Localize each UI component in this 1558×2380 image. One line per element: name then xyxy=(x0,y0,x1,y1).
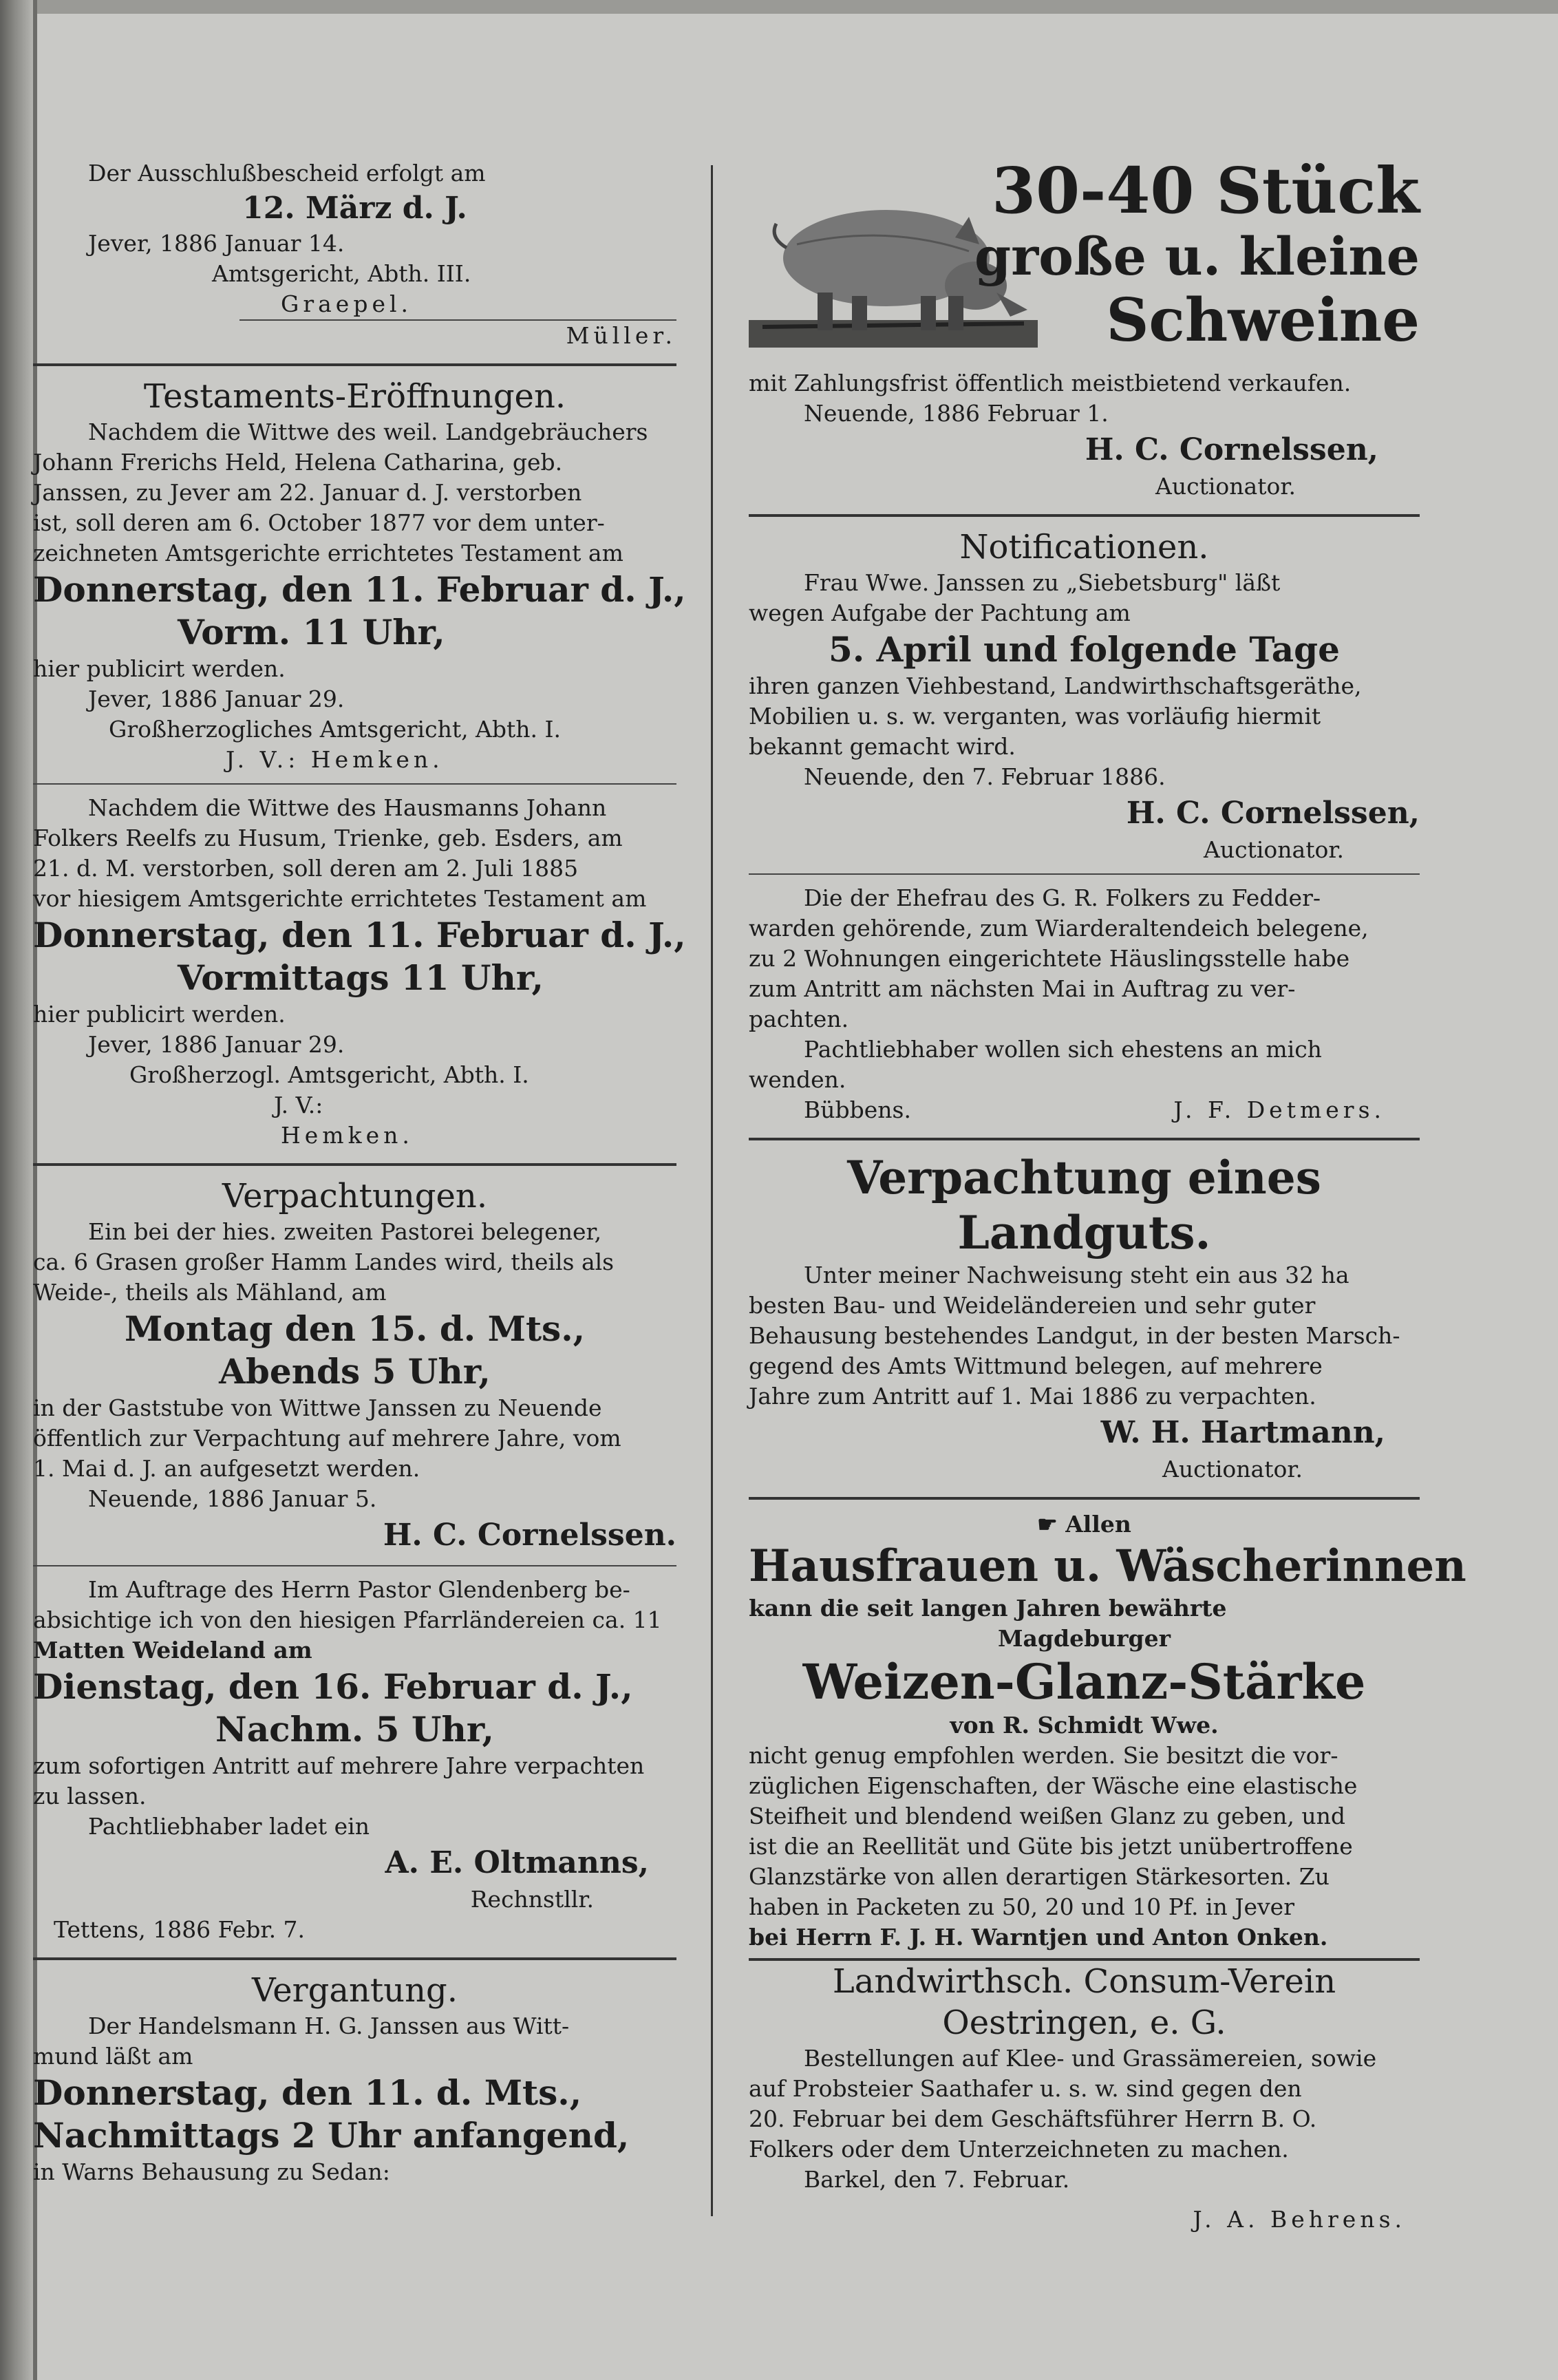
text-line: Frau Wwe. Janssen zu „Siebetsburg" läßt xyxy=(804,569,1281,596)
text-line: öffentlich zur Verpachtung auf mehrere Jahre, vom xyxy=(33,1425,621,1452)
headline: Hausfrauen u. Wäscherinnen xyxy=(749,1540,1466,1592)
text-line: auf Probsteier Saathafer u. s. w. sind gegen den xyxy=(749,2075,1302,2102)
text-line: Neuende, 1886 Februar 1. xyxy=(804,400,1109,427)
text-line: 20. Februar bei dem Geschäftsführer Herrn B. O. xyxy=(749,2105,1317,2132)
text-line: kann die seit langen Jahren bewährte xyxy=(749,1595,1227,1622)
text-line: Neuende, 1886 Januar 5. xyxy=(88,1485,377,1512)
separator xyxy=(33,363,676,366)
signature: H. C. Cornelssen, xyxy=(1126,796,1420,831)
column-divider xyxy=(711,165,713,2216)
notice-landgut xyxy=(749,1150,1420,1485)
text-line: Ein bei der hies. zweiten Pastorei belegener, xyxy=(88,1218,602,1245)
role-line: Auctionator. xyxy=(1162,1456,1303,1483)
notice-notificationen xyxy=(749,527,1420,865)
signature: J. F. Detmers. xyxy=(1173,1096,1385,1123)
text-line: bekannt gemacht wird. xyxy=(749,733,1016,760)
text-line: ist, soll deren am 6. October 1877 vor dem unter- xyxy=(33,509,605,536)
separator xyxy=(33,783,676,785)
right-column xyxy=(749,153,1466,2235)
text-line: Jever, 1886 Januar 29. xyxy=(88,1031,345,1058)
role-line: Auctionator. xyxy=(1155,473,1296,500)
text-line: Behausung bestehendes Landgut, in der besten Marsch- xyxy=(749,1322,1400,1349)
text-line: in Warns Behausung zu Sedan: xyxy=(33,2158,390,2185)
text-line: Matten Weideland am xyxy=(33,1637,312,1664)
notice-haeuslingsstelle xyxy=(749,883,1420,1125)
date-line: Montag den 15. d. Mts., xyxy=(124,1308,586,1349)
text-line: Folkers Reelfs zu Husum, Trienke, geb. Esders, am xyxy=(33,825,623,851)
court-line: Großherzogliches Amtsgericht, Abth. I. xyxy=(109,716,562,743)
date-line: 12. März d. J. xyxy=(242,191,467,226)
text-line: Barkel, den 7. Februar. xyxy=(804,2166,1070,2193)
text-line: ca. 6 Grasen großer Hamm Landes wird, theils als xyxy=(33,1249,615,1275)
headline: 30-40 Stück xyxy=(992,153,1420,228)
notice-schweine xyxy=(749,155,1420,389)
text-line: bei Herrn F. J. H. Warntjen und Anton Onken. xyxy=(749,1924,1328,1951)
text-line: Weide-, theils als Mähland, am xyxy=(33,1279,387,1306)
text-line: warden gehörende, zum Wiarderaltendeich belegene, xyxy=(749,915,1369,942)
text-line: Bestellungen auf Klee- und Grassämereien, sowie xyxy=(804,2045,1377,2072)
court-line: Amtsgericht, Abth. III. xyxy=(212,260,471,287)
time-line: Vorm. 11 Uhr, xyxy=(178,612,445,652)
signature: J. V.: Hemken. xyxy=(226,746,444,773)
date-line: Dienstag, den 16. Februar d. J., xyxy=(33,1666,633,1707)
separator xyxy=(33,1163,676,1166)
separator xyxy=(33,1957,676,1960)
text-line: zu 2 Wohnungen eingerichtete Häuslingsstelle habe xyxy=(749,945,1350,972)
text-line: Magdeburger xyxy=(998,1625,1171,1652)
text-line: Jahre zum Antritt auf 1. Mai 1886 zu verpachten. xyxy=(749,1383,1316,1410)
text-line: zum sofortigen Antritt auf mehrere Jahre verpachten xyxy=(33,1752,645,1779)
notice-testament-1 xyxy=(33,376,686,775)
text-line: gegend des Amts Wittmund belegen, auf mehrere xyxy=(749,1352,1323,1379)
text-line: Glanzstärke von allen derartigen Stärkesorten. Zu xyxy=(749,1863,1330,1890)
date-line: 5. April und folgende Tage xyxy=(829,629,1340,670)
signature: H. C. Cornelssen, xyxy=(1085,432,1378,467)
separator xyxy=(33,1565,676,1566)
role-line: Auctionator. xyxy=(1204,836,1344,863)
date-line: Donnerstag, den 11. d. Mts., xyxy=(33,2072,582,2113)
date-line: Donnerstag, den 11. Februar d. J., xyxy=(33,569,686,610)
notice-pfarrland xyxy=(33,1575,676,1945)
text-line: pachten. xyxy=(749,1006,849,1032)
text-line: 21. d. M. verstorben, soll deren am 2. Juli 1885 xyxy=(33,855,579,882)
text-line: von R. Schmidt Wwe. xyxy=(950,1712,1219,1739)
book-binding xyxy=(0,0,33,2380)
signature: Graepel. xyxy=(281,290,413,317)
text-line: Mobilien u. s. w. verganten, was vorläufig hiermit xyxy=(749,703,1321,730)
text-line: züglichen Eigenschaften, der Wäsche eine elastische xyxy=(749,1772,1358,1799)
notice-vergantung xyxy=(33,1970,676,2187)
text-line: Bübbens. xyxy=(804,1096,911,1123)
text-line: Im Auftrage des Herrn Pastor Glendenberg be- xyxy=(88,1576,630,1603)
text-line: ist die an Reellität und Güte bis jetzt unübertroffene xyxy=(749,1833,1353,1860)
text-line: ihren ganzen Viehbestand, Landwirthschaftsgeräthe, xyxy=(749,672,1362,699)
signature-row xyxy=(749,1095,1420,1125)
text-line: Pachtliebhaber wollen sich ehestens an mich xyxy=(804,1036,1322,1063)
text-line: mund läßt am xyxy=(33,2043,193,2070)
text-line: 1. Mai d. J. an aufgesetzt werden. xyxy=(33,1455,420,1482)
text-line: haben in Packeten zu 50, 20 und 10 Pf. in Jever xyxy=(749,1893,1294,1920)
separator xyxy=(749,1497,1420,1500)
notice-staerke xyxy=(749,1509,1466,1961)
time-line: Vormittags 11 Uhr, xyxy=(178,957,544,998)
notice-consum-verein xyxy=(749,1961,1420,2235)
text-line: nicht genug empfohlen werden. Sie besitzt die vor- xyxy=(749,1742,1338,1769)
signature: A. E. Oltmanns, xyxy=(385,1845,649,1880)
text-line: Der Handelsmann H. G. Janssen aus Witt- xyxy=(88,2012,570,2039)
role-line: Rechnstllr. xyxy=(470,1886,594,1913)
signature: J. V.: xyxy=(274,1092,323,1118)
signature: Hemken. xyxy=(281,1122,414,1149)
text-line: wenden. xyxy=(749,1066,846,1093)
headline: Verpachtung eines xyxy=(847,1151,1321,1204)
signature: Müller. xyxy=(239,319,676,351)
text-line: zeichneten Amtsgerichte errichtetes Testament am xyxy=(33,540,623,566)
separator xyxy=(749,514,1420,517)
text-line: Pachtliebhaber ladet ein xyxy=(88,1813,370,1840)
text-line: Jever, 1886 Januar 14. xyxy=(88,230,345,257)
separator xyxy=(749,1138,1420,1140)
date-line: Donnerstag, den 11. Februar d. J., xyxy=(33,915,686,955)
section-title: Verpachtungen. xyxy=(222,1177,488,1215)
time-line: Nachmittags 2 Uhr anfangend, xyxy=(33,2115,630,2156)
court-line: Großherzogl. Amtsgericht, Abth. I. xyxy=(129,1061,529,1088)
headline: Landguts. xyxy=(957,1206,1211,1260)
intro-line xyxy=(749,1509,1420,1540)
left-column xyxy=(33,158,686,2187)
text-line: absichtige ich von den hiesigen Pfarrländereien ca. 11 xyxy=(33,1606,662,1633)
text-line: zu lassen. xyxy=(33,1783,147,1809)
text-line: mit Zahlungsfrist öffentlich meistbietend verkaufen. xyxy=(749,370,1352,396)
separator xyxy=(749,873,1420,875)
headline: große u. kleine xyxy=(974,226,1420,287)
pointing-hand-icon: ☛ xyxy=(1037,1511,1066,1538)
text-line: Der Ausschlußbescheid erfolgt am xyxy=(88,160,486,187)
section-title: Landwirthsch. Consum-Verein xyxy=(832,1962,1336,2001)
time-line: Nachm. 5 Uhr, xyxy=(215,1709,494,1750)
text-line: vor hiesigem Amtsgerichte errichtetes Testament am xyxy=(33,885,647,912)
text-line: hier publicirt werden. xyxy=(33,1001,286,1028)
section-title: Vergantung. xyxy=(252,1971,458,2010)
text-line: Unter meiner Nachweisung steht ein aus 32 ha xyxy=(804,1262,1349,1288)
notice-verpachtungen xyxy=(33,1176,676,1557)
headline-block xyxy=(974,155,1420,354)
intro-text: Allen xyxy=(1065,1511,1131,1538)
section-title: Notificationen. xyxy=(959,528,1209,566)
text-line: Tettens, 1886 Febr. 7. xyxy=(54,1916,306,1943)
notice-ausschluss xyxy=(33,158,676,351)
section-title: Testaments-Eröffnungen. xyxy=(143,377,566,416)
text-line: besten Bau- und Weideländereien und sehr guter xyxy=(749,1292,1316,1319)
text-line: Die der Ehefrau des G. R. Folkers zu Fedder- xyxy=(804,884,1321,911)
text-line: in der Gaststube von Wittwe Janssen zu Neuende xyxy=(33,1394,602,1421)
section-title: Oestringen, e. G. xyxy=(942,2004,1226,2042)
text-line: Janssen, zu Jever am 22. Januar d. J. verstorben xyxy=(33,479,582,506)
headline: Weizen-Glanz-Stärke xyxy=(802,1653,1366,1710)
headline: Schweine xyxy=(1106,286,1420,355)
time-line: Abends 5 Uhr, xyxy=(219,1351,491,1392)
text-line: wegen Aufgabe der Pachtung am xyxy=(749,599,1131,626)
text-line: Folkers oder dem Unterzeichneten zu machen. xyxy=(749,2136,1289,2163)
signature: W. H. Hartmann, xyxy=(1100,1415,1385,1450)
signature: H. C. Cornelssen. xyxy=(383,1518,676,1553)
text-line: Steifheit und blendend weißen Glanz zu geben, und xyxy=(749,1803,1346,1829)
signature: J. A. Behrens. xyxy=(1193,2206,1406,2233)
text-line: hier publicirt werden. xyxy=(33,655,286,682)
text-line: Nachdem die Wittwe des weil. Landgebräuchers xyxy=(88,418,648,445)
text-line: Johann Frerichs Held, Helena Catharina, geb. xyxy=(33,449,563,476)
text-line: Nachdem die Wittwe des Hausmanns Johann xyxy=(88,794,607,821)
notice-testament-2 xyxy=(33,793,686,1151)
text-line: Neuende, den 7. Februar 1886. xyxy=(804,763,1166,790)
text-line: Jever, 1886 Januar 29. xyxy=(88,686,345,712)
text-line: zum Antritt am nächsten Mai in Auftrag zu ver- xyxy=(749,975,1296,1002)
